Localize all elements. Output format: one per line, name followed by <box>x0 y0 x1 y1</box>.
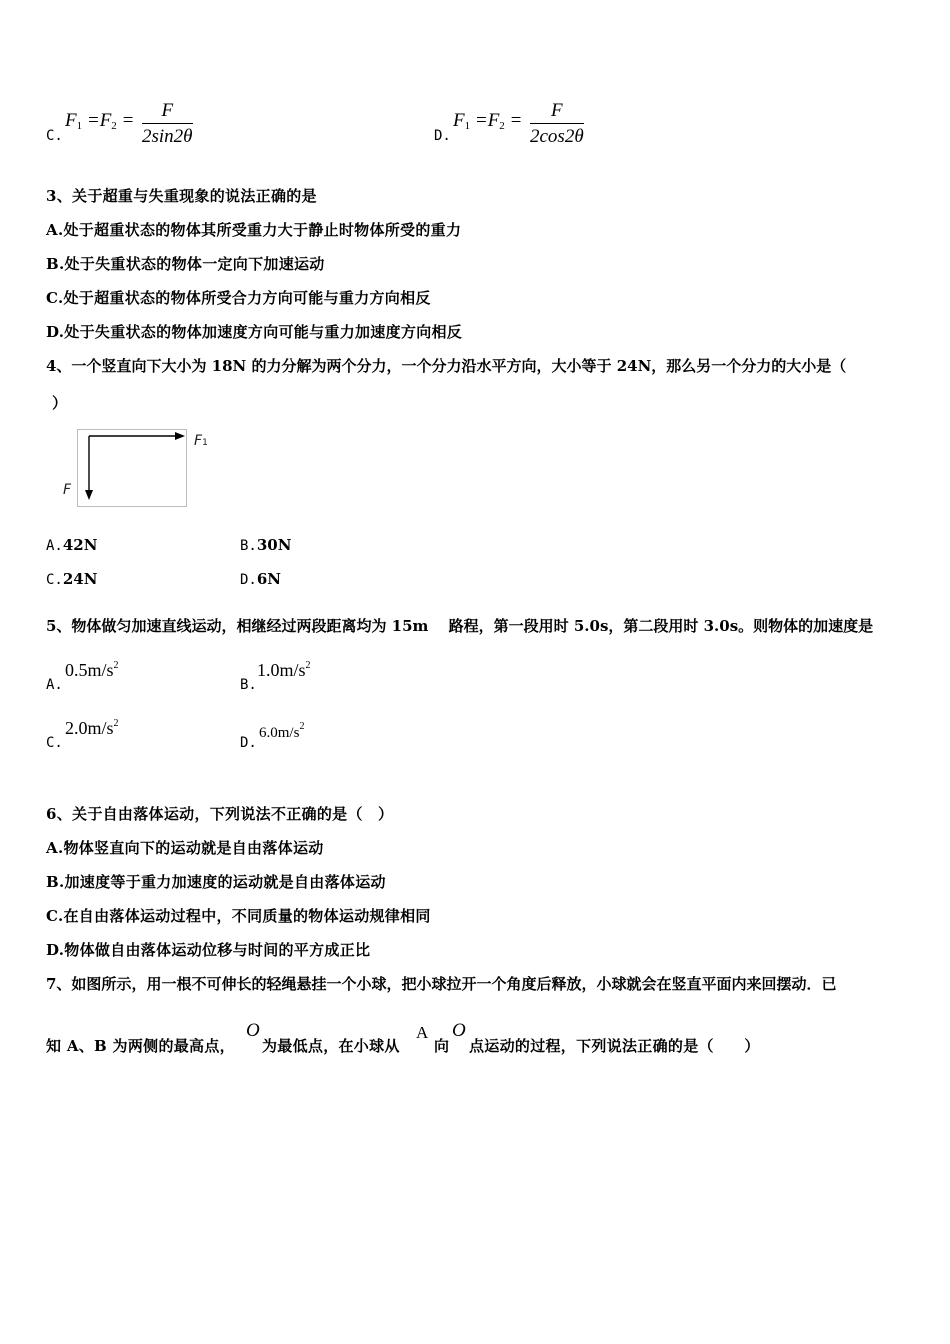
option-label: C. <box>46 128 63 144</box>
option-value: $1.0m/s^2$ <box>257 660 311 680</box>
q4-option-c[interactable]: C.24N <box>46 570 98 588</box>
option-value: $6.0m/s^2$ <box>259 721 305 741</box>
q4-option-d[interactable]: D.6N <box>240 570 282 588</box>
q3-stem: 3、关于超重与失重现象的说法正确的是 <box>46 187 317 205</box>
symbol-o: O <box>452 1020 466 1041</box>
q5-stem: 5、物体做匀加速直线运动，相继经过两段距离均为 15m 路程，第一段用时 5.0s，第二段用时 3.0s。则物体的加速度是 <box>46 617 874 635</box>
q3-option-a[interactable]: A.处于超重状态的物体其所受重力大于静止时物体所受的重力 <box>46 221 462 239</box>
option-label: A. <box>46 677 63 693</box>
q6-stem: 6、关于自由落体运动，下列说法不正确的是（ ） <box>46 805 394 823</box>
q4-option-a[interactable]: A.42N <box>46 536 98 554</box>
formula: $F_1 =F_2$ = <box>65 110 135 132</box>
symbol-a: A <box>416 1023 429 1042</box>
q4-force-diagram <box>60 428 220 510</box>
fraction: $\frac{F}{2\cos 2\theta}$ <box>530 100 584 147</box>
option-label: D. <box>434 128 451 144</box>
option-value: $2.0m/s^2$ <box>65 718 119 738</box>
q3-option-d[interactable]: D.处于失重状态的物体加速度方向可能与重力加速度方向相反 <box>46 323 463 341</box>
option-label: C. <box>46 735 63 751</box>
f1-arrowhead <box>175 432 185 440</box>
q4-option-b[interactable]: B.30N <box>240 536 292 554</box>
fraction: $\frac{F}{2\sin 2\theta}$ <box>142 100 193 147</box>
q6-option-c[interactable]: C.在自由落体运动过程中，不同质量的物体运动规律相同 <box>46 907 431 925</box>
q3-option-c[interactable]: C.处于超重状态的物体所受合力方向可能与重力方向相反 <box>46 289 431 307</box>
q6-option-a[interactable]: A.物体竖直向下的运动就是自由落体运动 <box>46 839 324 857</box>
q4-stem: 4、一个竖直向下大小为 18N 的力分解为两个分力，一个分力沿水平方向，大小等于 24N，那么另一个分力的大小是（ <box>46 357 847 375</box>
label-f1: F1 <box>194 433 208 449</box>
q4-stem-close: ） <box>52 394 68 412</box>
label-f: F <box>63 482 72 498</box>
formula: $F_1 =F_2$ = <box>453 110 523 132</box>
figure-frame <box>78 430 187 507</box>
q7-stem-line2: 知 A、B 为两侧的最高点， O 为最低点，在小球从 A 向 O 点运动的过程，下列说法正确的是（ ） <box>46 1020 760 1055</box>
option-value: $0.5m/s^2$ <box>65 660 119 680</box>
option-label: D. <box>240 735 257 751</box>
q3-option-b[interactable]: B.处于失重状态的物体一定向下加速运动 <box>46 255 325 273</box>
option-label: B. <box>240 677 257 693</box>
q6-option-d[interactable]: D.物体做自由落体运动位移与时间的平方成正比 <box>46 941 371 959</box>
q6-option-b[interactable]: B.加速度等于重力加速度的运动就是自由落体运动 <box>46 873 386 891</box>
symbol-o: O <box>246 1020 260 1041</box>
f-arrowhead <box>85 490 93 500</box>
q7-stem: 7、如图所示，用一根不可伸长的轻绳悬挂一个小球，把小球拉开一个角度后释放，小球就会在竖直平面内来回摆动．已 <box>46 975 837 993</box>
